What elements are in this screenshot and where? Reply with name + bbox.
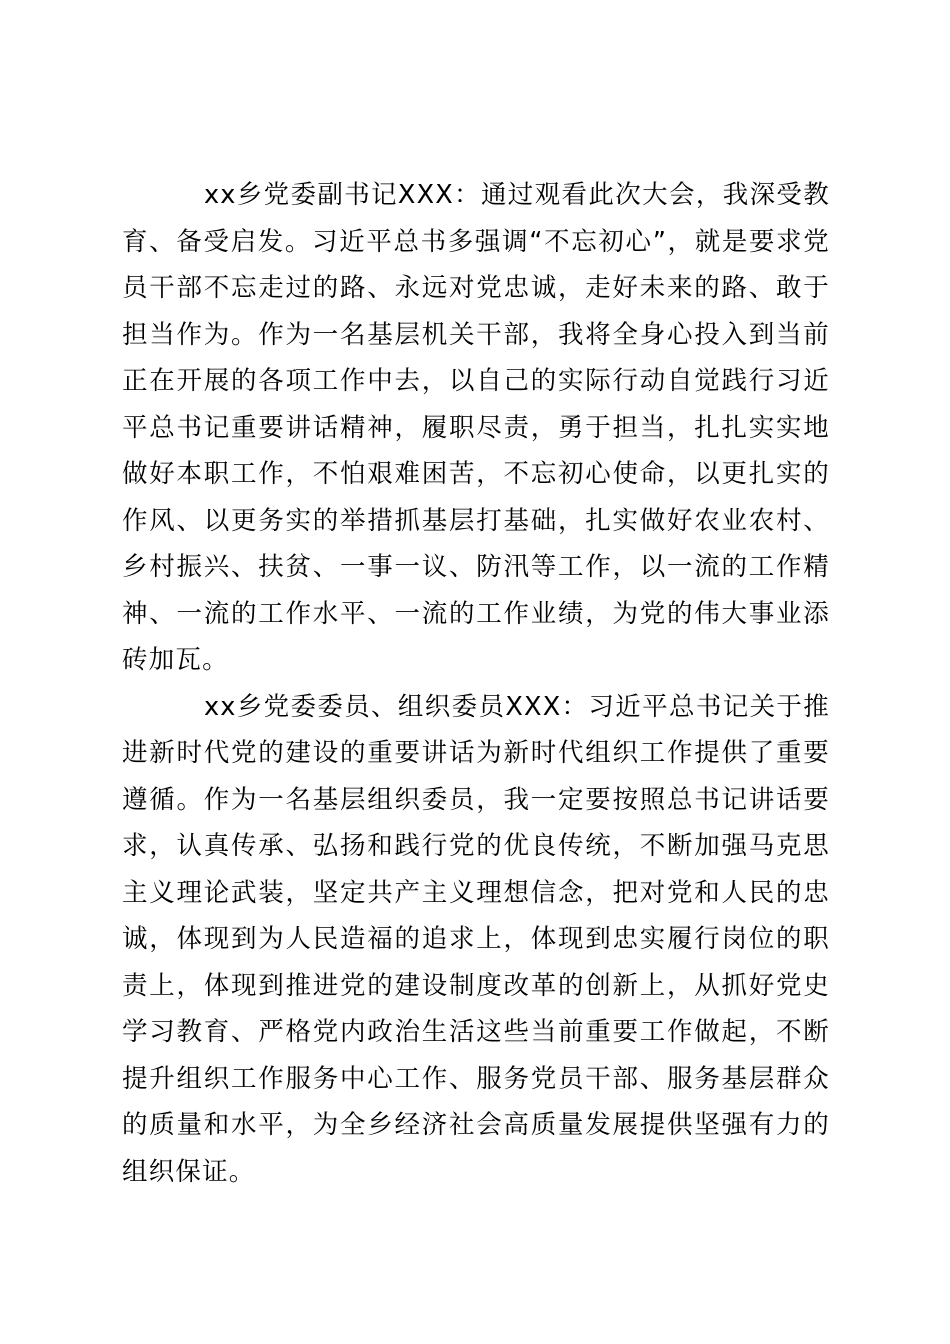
paragraph-deputy-secretary: xx乡党委副书记XXX：通过观看此次大会，我深受教育、备受启发。习近平总书多强调“不忘初心”，就是要求党员干部不忘走过的路、永远对党忠诚，走好未来的路、敢于担当作为。作为一名基层机关干部，我将全身心投入到当前正在开展的各项工作中去，以自己的实际行动自觉践行习近平总书记重要讲话精神，履职尽责，勇于担当，扎扎实实地做好本职工作，不怕艰难困苦，不忘初心使命，以更扎实的作风、以更务实的举措抓基层打基础，扎实做好农业农村、乡村振兴、扶贫、一事一议、防汛等工作，以一流的工作精神、一流的工作水平、一流的工作业绩，为党的伟大事业添砖加瓦。	[122, 180, 830, 675]
document-body	[122, 172, 830, 1195]
paragraph-organization-member: xx乡党委委员、组织委员XXX：习近平总书记关于推进新时代党的建设的重要讲话为新时代组织工作提供了重要遵循。作为一名基层组织委员，我一定要按照总书记讲话要求，认真传承、弘扬和践行党的优良传统，不断加强马克思主义理论武装，坚定共产主义理想信念，把对党和人民的忠诚，体现到为人民造福的追求上，体现到忠实履行岗位的职责上，体现到推进党的建设制度改革的创新上，从抓好党史学习教育、严格党内政治生活这些当前重要工作做起，不断提升组织工作服务中心工作、服务党员干部、服务基层群众的质量和水平，为全乡经济社会高质量发展提供坚强有力的组织保证。	[122, 691, 830, 1187]
